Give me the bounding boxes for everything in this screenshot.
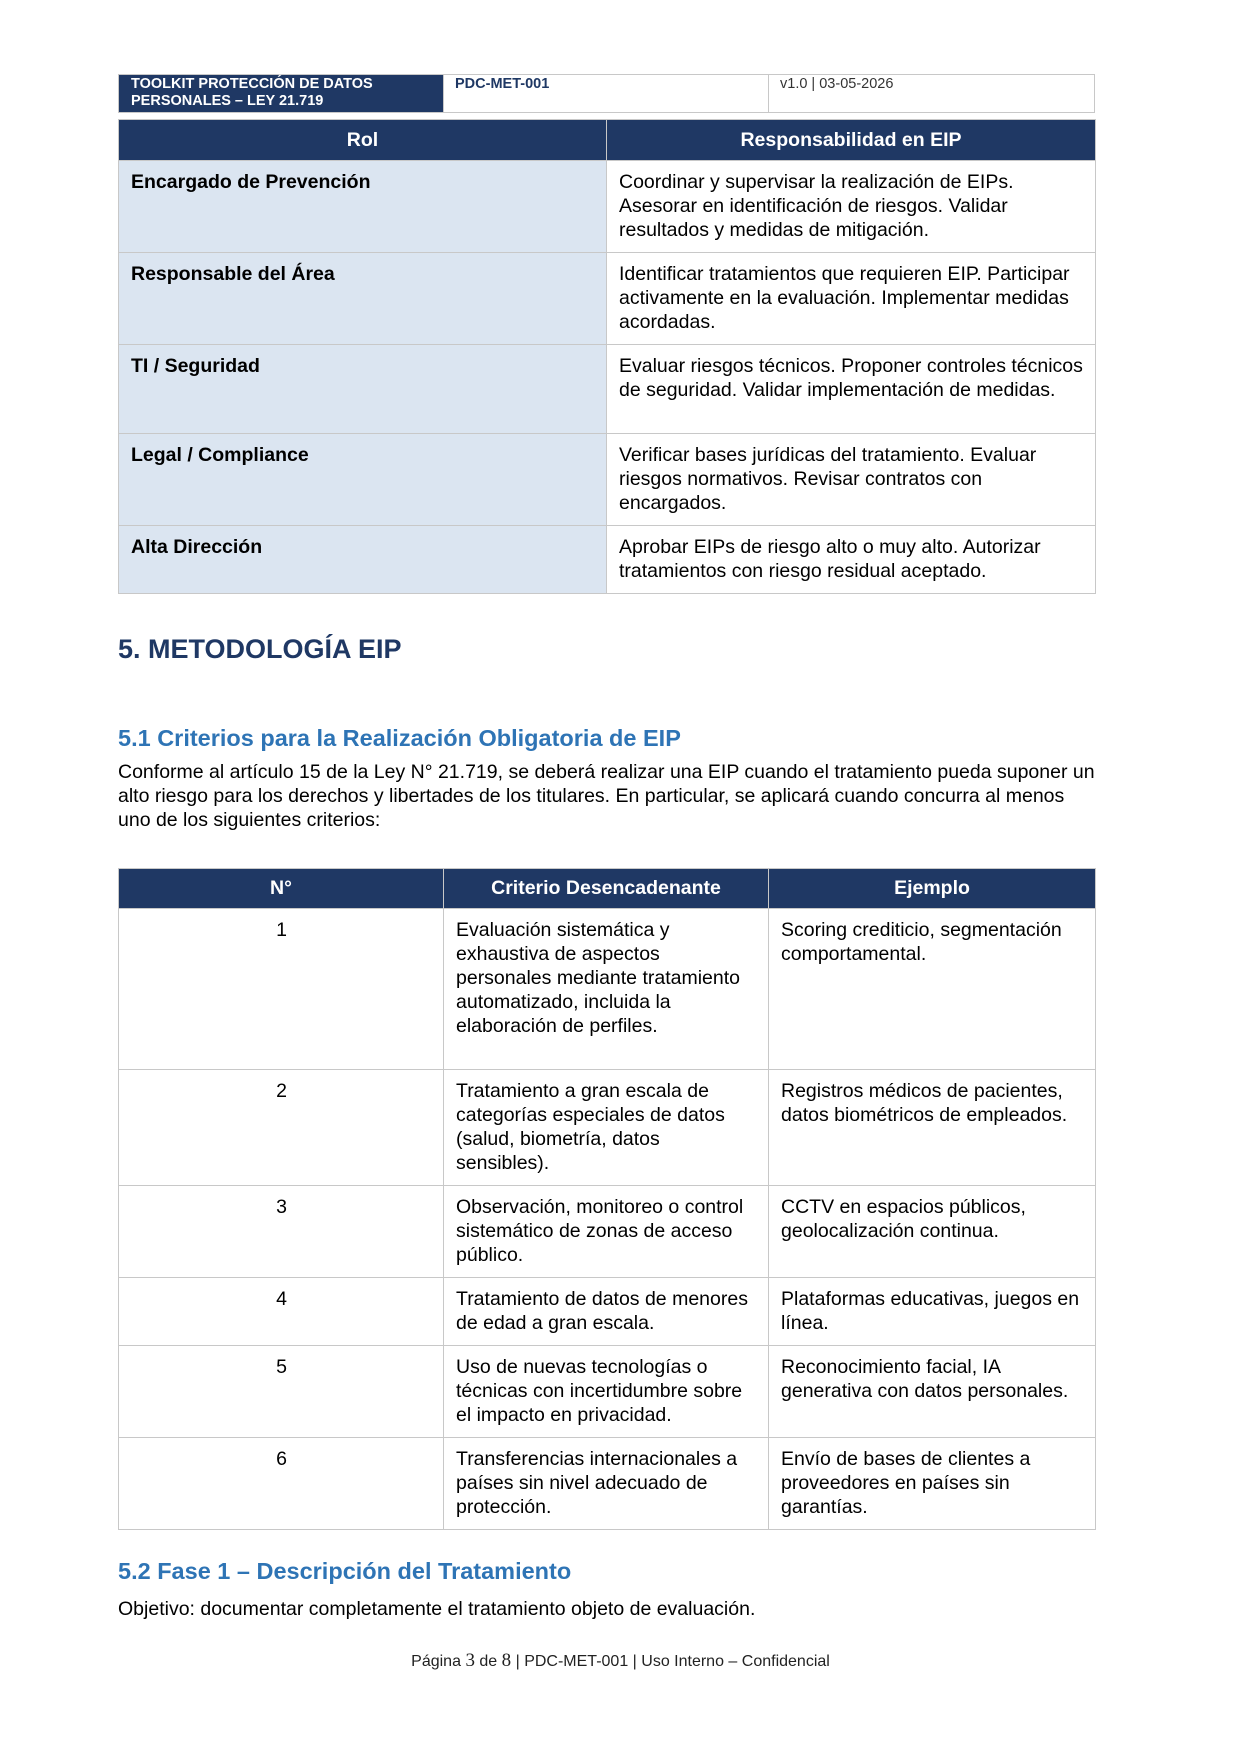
document-page [118, 74, 1095, 1620]
criterion-example: Plataformas educativas, juegos en línea. [769, 1278, 1096, 1346]
table-header-row [119, 869, 1096, 909]
criterion-number: 3 [119, 1186, 444, 1278]
column-header: Responsabilidad en EIP [607, 120, 1096, 161]
table-header-row [119, 120, 1096, 161]
criterion-example: Registros médicos de pacientes, datos biométricos de empleados. [769, 1070, 1096, 1186]
criterion-example: CCTV en espacios públicos, geolocalización continua. [769, 1186, 1096, 1278]
criterion-example: Scoring crediticio, segmentación comportamental. [769, 909, 1096, 1070]
criterion-text: Tratamiento a gran escala de categorías especiales de datos (salud, biometría, datos sensibles). [444, 1070, 769, 1186]
table-row [119, 434, 1096, 526]
criterion-text: Tratamiento de datos de menores de edad a gran escala. [444, 1278, 769, 1346]
role-cell: Encargado de Prevención [119, 161, 607, 253]
document-header [118, 74, 1095, 113]
section-5-2-intro: Objetivo: documentar completamente el tratamiento objeto de evaluación. [118, 1598, 756, 1620]
criterion-example: Envío de bases de clientes a proveedores en países sin garantías. [769, 1438, 1096, 1530]
criterion-number: 4 [119, 1278, 444, 1346]
section-5-heading: 5. METODOLOGÍA EIP [118, 634, 402, 664]
footer-of: de [479, 1653, 498, 1670]
responsibility-cell: Aprobar EIPs de riesgo alto o muy alto. Autorizar tratamientos con riesgo residual aceptado. [607, 526, 1096, 594]
responsibility-cell: Identificar tratamientos que requieren EIP. Participar activamente en la evaluación. Implementar medidas acordadas. [607, 253, 1096, 345]
responsibility-cell: Coordinar y supervisar la realización de EIPs. Asesorar en identificación de riesgos. Validar resultados y medidas de mitigación. [607, 161, 1096, 253]
table-row [119, 1438, 1096, 1530]
table-row [119, 1278, 1096, 1346]
header-title: TOOLKIT PROTECCIÓN DE DATOS PERSONALES – LEY 21.719 [119, 75, 443, 112]
page-footer [0, 1650, 1241, 1672]
footer-page-prefix: Página [411, 1653, 461, 1670]
footer-page-total: 8 [501, 1650, 512, 1671]
criterion-text: Observación, monitoreo o control sistemático de zonas de acceso público. [444, 1186, 769, 1278]
table-row [119, 345, 1096, 434]
criteria-table [118, 868, 1096, 1530]
section-5-2-heading: 5.2 Fase 1 – Descripción del Tratamiento [118, 1558, 572, 1584]
table-row [119, 1346, 1096, 1438]
section-5-1-heading: 5.1 Criterios para la Realización Obligatoria de EIP [118, 725, 681, 751]
criterion-number: 2 [119, 1070, 444, 1186]
role-cell: Legal / Compliance [119, 434, 607, 526]
responsibility-cell: Verificar bases jurídicas del tratamiento. Evaluar riesgos normativos. Revisar contratos con encargados. [607, 434, 1096, 526]
table-row [119, 253, 1096, 345]
footer-suffix: | PDC-MET-001 | Uso Interno – Confidencial [515, 1653, 830, 1670]
column-header: Ejemplo [769, 869, 1096, 909]
header-code: PDC-MET-001 [443, 75, 768, 112]
column-header: Criterio Desencadenante [444, 869, 769, 909]
footer-page-number: 3 [465, 1650, 475, 1671]
table-row [119, 526, 1096, 594]
criterion-number: 5 [119, 1346, 444, 1438]
criterion-text: Uso de nuevas tecnologías o técnicas con incertidumbre sobre el impacto en privacidad. [444, 1346, 769, 1438]
responsibility-cell: Evaluar riesgos técnicos. Proponer controles técnicos de seguridad. Validar implementación de medidas. [607, 345, 1096, 434]
table-row [119, 161, 1096, 253]
section-5-1-intro: Conforme al artículo 15 de la Ley N° 21.719, se deberá realizar una EIP cuando el tratamiento pueda suponer un alto riesgo para los derechos y libertades de los titulares. En particular, se aplicará cuando concurra al menos uno de los siguientes criterios: [118, 761, 1095, 831]
criterion-number: 1 [119, 909, 444, 1070]
column-header: Rol [119, 120, 607, 161]
header-version: v1.0 | 03-05-2026 [768, 75, 1094, 112]
roles-table [118, 119, 1096, 594]
role-cell: Responsable del Área [119, 253, 607, 345]
criterion-text: Transferencias internacionales a países sin nivel adecuado de protección. [444, 1438, 769, 1530]
table-row [119, 1070, 1096, 1186]
role-cell: Alta Dirección [119, 526, 607, 594]
criterion-number: 6 [119, 1438, 444, 1530]
column-header: N° [119, 869, 444, 909]
table-row [119, 909, 1096, 1070]
table-row [119, 1186, 1096, 1278]
role-cell: TI / Seguridad [119, 345, 607, 434]
criterion-example: Reconocimiento facial, IA generativa con datos personales. [769, 1346, 1096, 1438]
criterion-text: Evaluación sistemática y exhaustiva de aspectos personales mediante tratamiento automatizado, incluida la elaboración de perfiles. [444, 909, 769, 1070]
